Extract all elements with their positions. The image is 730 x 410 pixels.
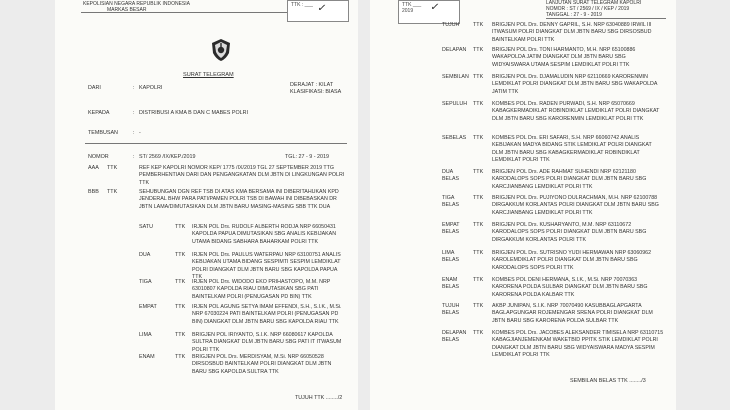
continuation-note: TUJUH TTK ......../2	[295, 395, 343, 401]
continuation-note: SEMBILAN BELAS TTK ......../3	[570, 378, 646, 384]
item-text: BRIGJEN POL Drs. TONI HARMANTO, M.H. NRP 65100886 WAKAPOLDA JATIM DIANGKAT DLM JBTN BARU SBG WIDYAISWARA UTAMA SESPIM LEMDIKLAT POLRI TTK	[492, 47, 636, 68]
document-title: SURAT TELEGRAM	[183, 72, 234, 78]
item-ttk: TTK	[175, 354, 186, 360]
cc-label: TEMBUSAN	[88, 130, 118, 136]
item-label: TIGA BELAS	[442, 195, 460, 209]
item-text: BRIGJEN POL Drs. MERDISYAM, M.Si. NRP 66050528 DIRSOSBUD BAINTELKAM POLRI DIANGKAT DLM JBTN BARU SBG KAPOLDA SULTRA TTK	[192, 354, 332, 375]
item-label: LIMA	[139, 332, 152, 338]
telegram-page-2	[370, 0, 676, 410]
item-label: TUJUH	[442, 22, 460, 28]
item-text: BRIGJEN POL Drs. DENNY GAPRIL, S.H. NRP 63040889 IRWIL III ITWASUM POLRI DIANGKAT DLM JBTN BARU SBG DIRSOSBUD BAINTELKAM POLRI TTK	[492, 22, 652, 43]
cc-sep: :	[133, 130, 135, 136]
institution-line-1: KEPOLISIAN NEGARA REPUBLIK INDONESIA	[83, 1, 190, 7]
item-ttk: TTK	[473, 135, 484, 141]
item-label: TIGA	[139, 279, 152, 285]
date-value: TGL: 27 - 9 - 2019	[285, 154, 330, 160]
item-label: LIMA BELAS	[442, 250, 460, 264]
item-label: SEPULUH	[442, 101, 468, 107]
item-text: IRJEN POL Drs. WIDODO EKO PRIHASTOPO, M.M. NRP 63010807 KAPOLDA RIAU DIMUTASIKAN SBG PATI BAINTELKAM POLRI (PENUGASAN PD BIN) TTK	[192, 279, 331, 300]
registration-stamp	[398, 0, 460, 24]
item-label: DELAPAN	[442, 47, 467, 53]
item-text: IRJEN POL Drs. RUDOLF ALBERTH RODJA NRP 66050431 KAPOLDA PAPUA DIMUTASIKAN SBG ANALIS KEBIJAKAN UTAMA BIDANG SABHARA BAHARKAM POLRI TTK	[192, 224, 337, 245]
item-label: ENAM BELAS	[442, 277, 460, 291]
divider	[85, 143, 347, 144]
item-ttk: TTK	[473, 222, 484, 228]
aaa-ttk: TTK	[107, 165, 118, 171]
degree-field: DERAJAT : KILAT	[290, 82, 334, 88]
item-ttk: TTK	[175, 279, 186, 285]
aaa-label: AAA	[88, 165, 99, 171]
from-label: DARI	[88, 85, 101, 91]
item-text: BRIGJEN POL Drs. ADE RAHMAT SUHENDI NRP 62121180 KARODALOPS SOPS POLRI DIANGKAT DLM JBTN BARU SBG KARCJIANBANG LEMDIKLAT POLRI TTK	[492, 169, 647, 190]
to-value: DISTRIBUSI A KMA B DAN C MABES POLRI	[139, 110, 249, 116]
item-text: KOMBES POL Drs. JACOBES ALEKSANDER TIMISELA NRP 63110715 KABAGJIANJEMENKAM WAKETBID PPITK STIK LEMDIKLAT POLRI DIANGKAT DLM JBTN BARU SBG WIDYAISWARA MADYA SESPIM LEMDIKLAT POLRI TTK	[492, 330, 664, 359]
institution-line-2: MARKAS BESAR	[107, 7, 147, 13]
number-sep: :	[133, 154, 135, 160]
item-ttk: TTK	[473, 22, 484, 28]
item-text: BRIGJEN POL Drs. SUTRISNO YUDI HERMAWAN NRP 63060962 KAROLEMDIKLAT POLRI DIANGKAT DLM JBTN BARU SBG KARODALOPS SOPS POLRI TTK	[492, 250, 652, 271]
item-text: KOMBES POL Drs. ERI SAFARI, S.H. NRP 66060742 ANALIS KEBIJAKAN MADYA BIDANG STIK LEMDIKLAT POLRI DIANGKAT DLM JBTN BARU SBG KABAGKERMADIKLAT ROBINDIKLAT LEMDIKLAT POLRI TTK	[492, 135, 652, 164]
item-text: BRIGJEN POL Drs. KUSHARYANTO, M.M. NRP 63110672 KARODALOPS SOPS POLRI DIANGKAT DLM JBTN BARU SBG DIRGAKKUM KORLANTAS POLRI TTK	[492, 222, 647, 243]
item-ttk: TTK	[473, 101, 484, 107]
item-text: IRJEN POL AGUNG SETYA IMAM EFFENDI, S.H., S.I.K., M.Si. NRP 67030224 PATI BAINTELKAM POLRI (PENUGASAN PD BIN) DIANGKAT DLM JBTN BARU SBG KAPOLDA RIAU TTK	[192, 304, 342, 325]
item-label: SEBELAS	[442, 135, 467, 141]
item-text: KOMBES POL DENI HERMANA, S.I.K., M.Si. NRP 70070363 KARORENA POLDA SULBAR DIANGKAT DLM JBTN BARU SBG KARORENA POLDA KALBAR TTK	[492, 277, 648, 298]
item-text: BRIGJEN POL Drs. DJAMALUDIN NRP 62110669 KARORENMIN LEMDIKLAT POLRI DIANGKAT DLM JBTN BARU SBG WAKAPOLDA JATIM TTK	[492, 74, 658, 95]
stamp-signature: ✓	[317, 3, 326, 14]
number-value: ST/ 2569 /IX/KEP./2019	[139, 154, 196, 160]
item-text: BRIGJEN POL IRIYANTO, S.I.K. NRP 66080617 KAPOLDA SULTRA DIANGKAT DLM JBTN BARU SBG PATI IT ITWASUM POLRI TTK	[192, 332, 342, 353]
from-value: KAPOLRI	[139, 85, 163, 91]
stamp-text: TTK ___	[402, 2, 422, 8]
aaa-text: REF KEP KAPOLRI NOMOR KEP/ 1775 /IX/2019 TGL 27 SEPTEMBER 2019 TTG PEMBERHENTIAN DARI DAN PENGANGKATAN DLM JBTN DI LINGKUNGAN POLRI TTK	[139, 165, 345, 186]
item-ttk: TTK	[473, 47, 484, 53]
stamp-signature: ✓	[430, 2, 439, 13]
item-ttk: TTK	[473, 277, 484, 283]
ref-date: TANGGAL : 27 - 9 - 2019	[546, 12, 602, 18]
item-label: DUA BELAS	[442, 169, 460, 183]
item-label: SATU	[139, 224, 153, 230]
item-label: ENAM	[139, 354, 155, 360]
item-label: EMPAT	[139, 304, 157, 310]
item-ttk: TTK	[175, 304, 186, 310]
item-text: IRJEN POL Drs. PAULUS WATERPAU NRP 63100751 ANALIS KEBIJAKAN UTAMA BIDANG SESPIMTI SESPIM LEMDIKLAT POLRI DIANGKAT DLM JBTN BARU SBG KAPOLDA PAPUA TTK	[192, 252, 341, 281]
item-text: KOMBES POL Drs. RADEN PURWADI, S.H. NRP 65070669 KABAGKERMADIKLAT ROBINDIKLAT LEMDIKLAT POLRI DIANGKAT DLM JBTN BARU SBG KARORENMIN LEMDIKLAT POLRI TTK	[492, 101, 660, 122]
item-ttk: TTK	[473, 303, 484, 309]
to-sep: :	[133, 110, 135, 116]
item-text: BRIGJEN POL Drs. PUJIYONO DULRACHMAN, M.H. NRP 62100788 DIRGAKKUM KORLANTAS POLRI DIANGKAT DLM JBTN BARU SBG KARCJIANBANG LEMDIKLAT POLRI TTK	[492, 195, 659, 216]
item-ttk: TTK	[473, 169, 484, 175]
from-sep: :	[133, 85, 135, 91]
stamp-text: TTK : ___	[291, 2, 313, 8]
item-ttk: TTK	[175, 224, 186, 230]
divider	[546, 18, 666, 19]
item-ttk: TTK	[473, 195, 484, 201]
bbb-label: BBB	[88, 189, 99, 195]
bbb-text: SEHUBUNGAN DGN REF TSB DI ATAS KMA BERSAMA INI DIBERITAHUKAN KPD JENDERAL BHW PARA PATI/PAMEN POLRI TSB DI BAWAH INI DIBEBASKAN DR JBTN LAMA/DIMUTASIKAN DLM JBTN BARU MASING-MASING SBB TTK DUA	[139, 189, 339, 210]
number-label: NOMOR	[88, 154, 109, 160]
bbb-ttk: TTK	[107, 189, 118, 195]
item-ttk: TTK	[473, 74, 484, 80]
stamp-year: 2019	[402, 8, 414, 14]
item-label: SEMBILAN	[442, 74, 469, 80]
classification-field: KLASIFIKASI: BIASA	[290, 89, 342, 95]
item-ttk: TTK	[175, 332, 186, 338]
ref-number: NOMOR : ST / 2569 / IX / KEP / 2019	[546, 6, 630, 12]
item-label: EMPAT BELAS	[442, 222, 460, 236]
item-ttk: TTK	[473, 330, 484, 336]
item-text: AKBP JUNIPAN, S.I.K. NRP 70070490 KASUBBAGLAPGARTA BAGLAPGUNGAR ROJEMENGAR SRENA POLRI DIANGKAT DLM JBTN BARU SBG KARORENA POLDA SULBAR TTK	[492, 303, 653, 324]
telegram-page-1	[55, 0, 358, 410]
to-label: KEPADA	[88, 110, 110, 116]
item-label: DELAPAN BELAS	[442, 330, 467, 344]
item-ttk: TTK	[175, 252, 186, 258]
cc-value: -	[139, 130, 141, 136]
continuation-ref: LANJUTAN SURAT TELEGRAM KAPOLRI	[546, 0, 642, 6]
item-label: TUJUH BELAS	[442, 303, 460, 317]
police-emblem-icon	[210, 38, 232, 62]
item-ttk: TTK	[473, 250, 484, 256]
item-label: DUA	[139, 252, 151, 258]
